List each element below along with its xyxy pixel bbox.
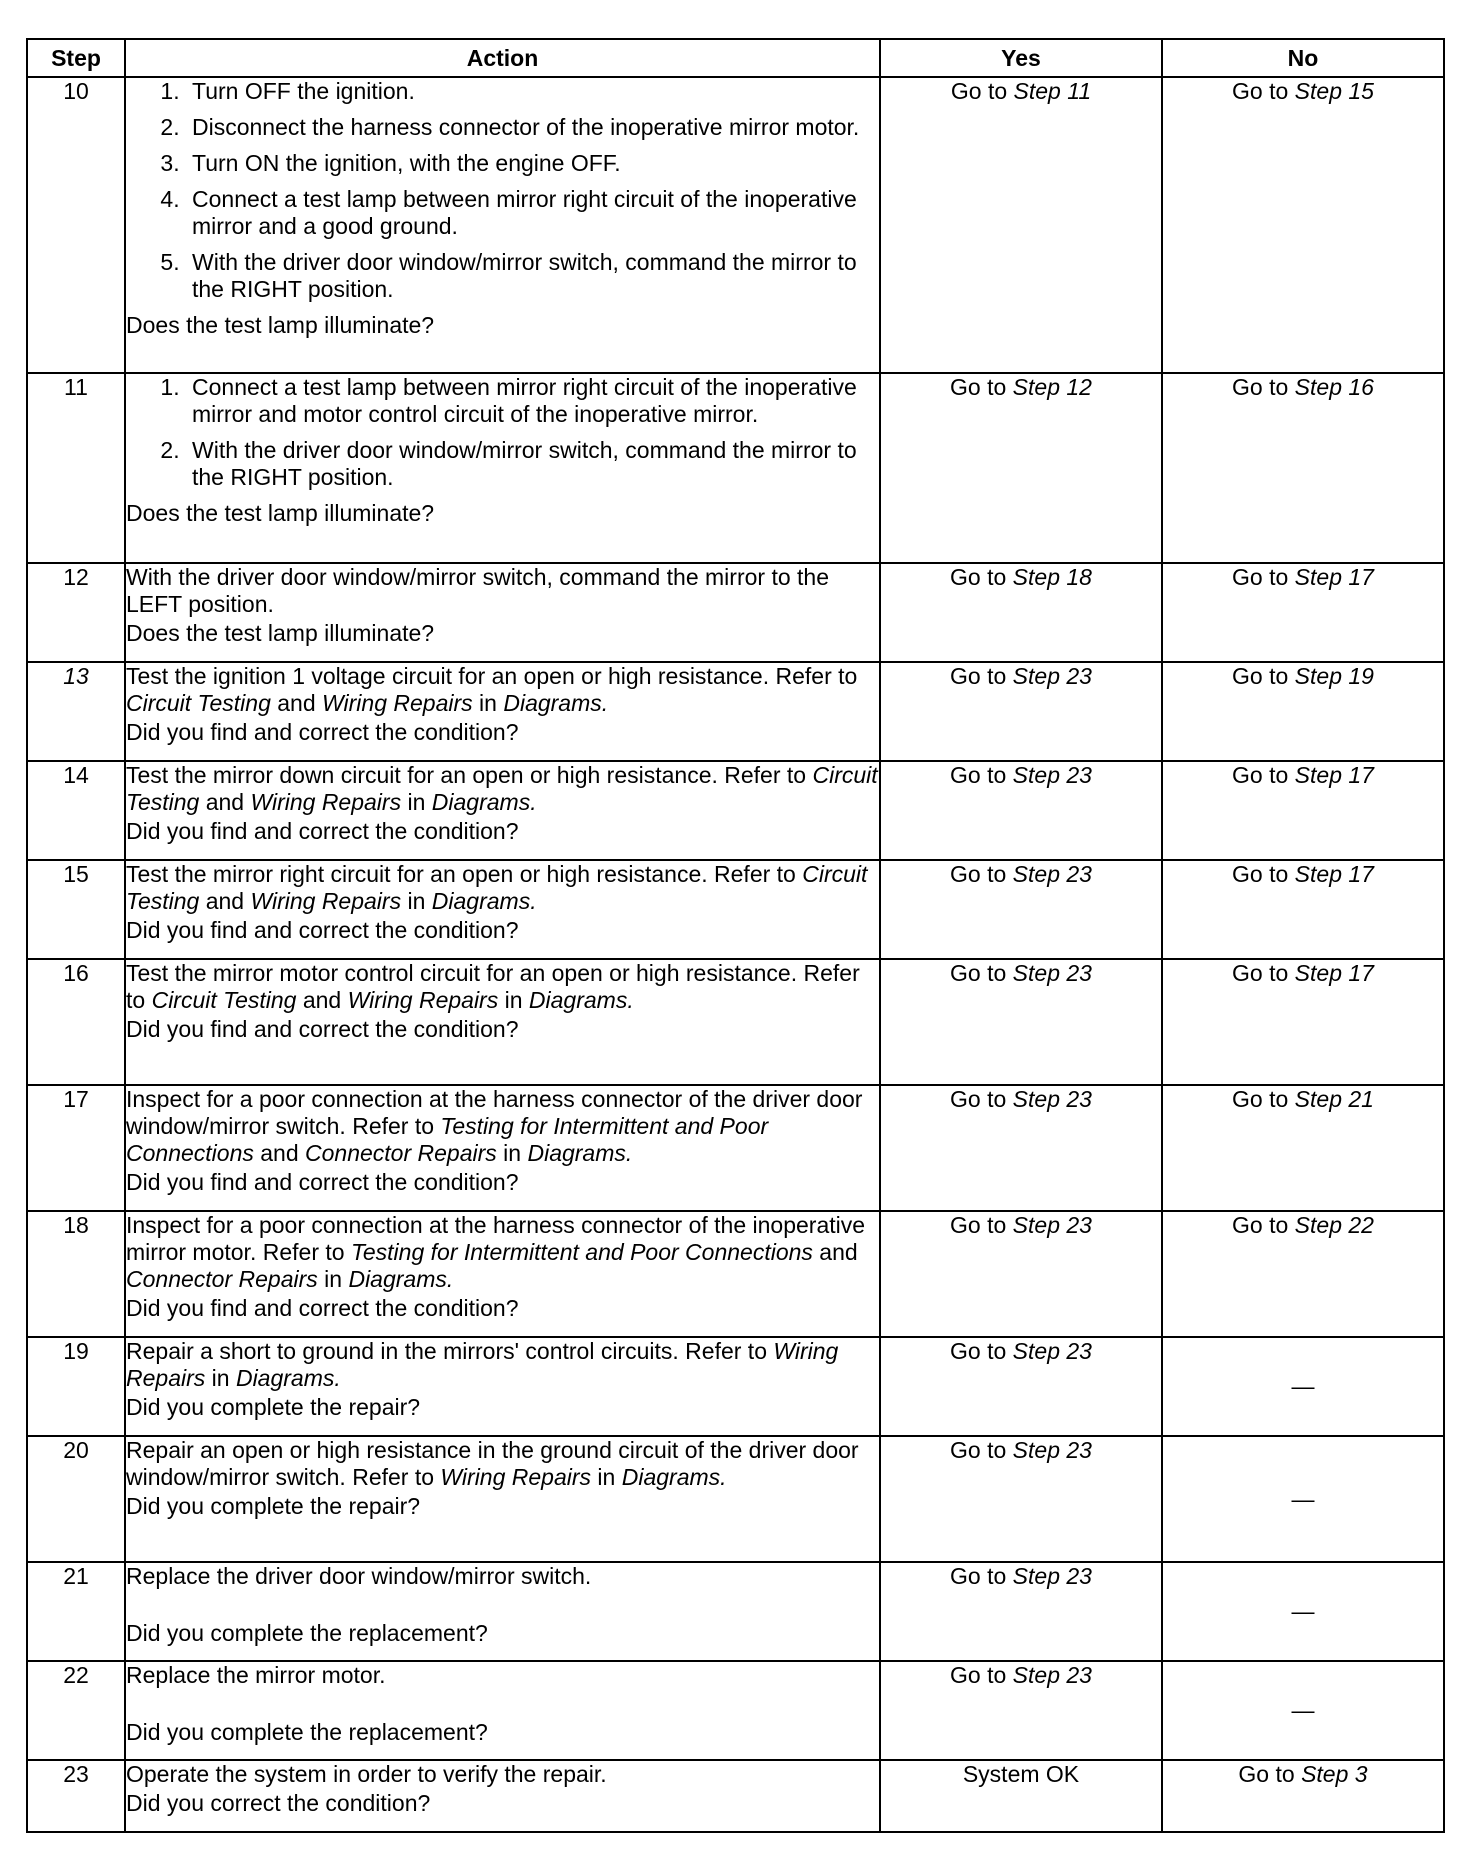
no-cell xyxy=(1162,373,1444,563)
action-text-part: Test the mirror down circuit for an open or high resistance. Refer to xyxy=(126,762,813,788)
go-to-label: Go to xyxy=(950,663,1007,689)
reference-link[interactable]: Connector Repairs xyxy=(305,1140,497,1166)
reference-link[interactable]: Diagrams. xyxy=(621,1464,727,1490)
table-row xyxy=(27,77,1444,373)
no-cell xyxy=(1162,761,1444,860)
action-text xyxy=(126,1212,879,1293)
question: Did you find and correct the condition? xyxy=(126,818,519,844)
reference-link[interactable]: Diagrams. xyxy=(431,789,537,815)
yes-cell xyxy=(880,1211,1162,1337)
conjunction: in xyxy=(591,1464,622,1490)
no-cell xyxy=(1162,1085,1444,1211)
question: Did you find and correct the condition? xyxy=(126,1295,519,1321)
header-action: Action xyxy=(125,39,880,77)
reference-link[interactable]: Diagrams. xyxy=(503,690,609,716)
action-step: 3. Turn ON the ignition, with the engine OFF. xyxy=(186,150,879,177)
action-text-part: Test the ignition 1 voltage circuit for an open or high resistance. Refer to xyxy=(126,663,858,689)
conjunction: in xyxy=(401,789,432,815)
reference-link[interactable]: Diagrams. xyxy=(431,888,537,914)
action-text-part: Test the mirror right circuit for an open or high resistance. Refer to xyxy=(126,861,803,887)
conjunction: and xyxy=(253,1140,306,1166)
action-cell xyxy=(125,1661,880,1760)
step-link[interactable]: Step 12 xyxy=(1012,374,1092,400)
no-cell: — xyxy=(1162,1661,1444,1760)
no-cell: — xyxy=(1162,1562,1444,1661)
step-link[interactable]: Step 16 xyxy=(1294,374,1374,400)
question: Did you correct the condition? xyxy=(126,1790,431,1816)
spacer xyxy=(126,1590,879,1618)
action-cell xyxy=(125,761,880,860)
action-text xyxy=(126,762,879,816)
reference-link[interactable]: Circuit Testing xyxy=(126,762,878,815)
step-link[interactable]: Step 15 xyxy=(1294,78,1374,104)
step-number: 11 xyxy=(27,373,125,563)
step-number: 13 xyxy=(27,662,125,761)
yes-cell xyxy=(880,563,1162,662)
go-to-label: Go to xyxy=(950,1338,1007,1364)
question: Did you find and correct the condition? xyxy=(126,1169,519,1195)
reference-link[interactable]: Diagrams. xyxy=(528,987,634,1013)
yes-cell xyxy=(880,662,1162,761)
reference-link[interactable]: Testing for Intermittent and Poor Connections xyxy=(126,1113,769,1166)
table-row xyxy=(27,860,1444,959)
question: Did you find and correct the condition? xyxy=(126,1016,519,1042)
step-number: 10 xyxy=(27,77,125,373)
conjunction: and xyxy=(812,1239,858,1265)
action-cell xyxy=(125,1562,880,1661)
table-row xyxy=(27,662,1444,761)
yes-cell xyxy=(880,77,1162,373)
action-text-part: Test the mirror motor control circuit for an open or high resistance. Refer to xyxy=(126,960,860,1013)
go-to-label: Go to xyxy=(1232,762,1289,788)
reference-link[interactable]: Diagrams. xyxy=(527,1140,633,1166)
action-cell xyxy=(125,1085,880,1211)
go-to-label: Go to xyxy=(1232,960,1289,986)
question: Did you complete the replacement? xyxy=(126,1719,488,1745)
question: Did you find and correct the condition? xyxy=(126,917,519,943)
go-to-label: Go to xyxy=(1238,1761,1295,1787)
reference-link[interactable]: Wiring Repairs xyxy=(440,1464,592,1490)
step-number: 15 xyxy=(27,860,125,959)
go-to-label: Go to xyxy=(950,861,1007,887)
step-link[interactable]: Step 17 xyxy=(1294,762,1374,788)
reference-link[interactable]: Diagrams. xyxy=(235,1365,341,1391)
action-step: 4. Connect a test lamp between mirror right circuit of the inoperative mirror and a good ground. xyxy=(186,186,879,240)
go-to-label: Go to xyxy=(1232,861,1289,887)
action-cell xyxy=(125,662,880,761)
action-step: 1. Connect a test lamp between mirror right circuit of the inoperative mirror and motor control circuit of the inoperative mirror. xyxy=(186,374,879,428)
reference-link[interactable]: Wiring Repairs xyxy=(347,987,499,1013)
table-row xyxy=(27,1337,1444,1436)
action-text-part: Repair an open or high resistance in the ground circuit of the driver door window/mirror switch. Refer to xyxy=(126,1437,859,1490)
step-number: 12 xyxy=(27,563,125,662)
step-link[interactable]: Step 23 xyxy=(1012,960,1092,986)
step-link[interactable]: Step 23 xyxy=(1012,1212,1092,1238)
no-cell xyxy=(1162,563,1444,662)
action-text: Replace the driver door window/mirror switch. xyxy=(126,1563,592,1589)
go-to-label: Go to xyxy=(1232,1086,1289,1112)
action-cell xyxy=(125,1211,880,1337)
step-link[interactable]: Step 23 xyxy=(1012,1338,1092,1364)
go-to-label: Go to xyxy=(1232,1212,1289,1238)
action-cell xyxy=(125,860,880,959)
yes-cell: System OK xyxy=(880,1760,1162,1832)
diagnostic-table xyxy=(26,38,1445,1833)
step-link[interactable]: Step 23 xyxy=(1012,1662,1092,1688)
no-cell: — xyxy=(1162,1337,1444,1436)
question: Did you complete the repair? xyxy=(126,1394,421,1420)
table-row xyxy=(27,1436,1444,1562)
reference-link[interactable]: Wiring Repairs xyxy=(322,690,473,716)
table-row xyxy=(27,1211,1444,1337)
conjunction: in xyxy=(498,987,529,1013)
go-to-label: Go to xyxy=(950,1086,1007,1112)
spacer xyxy=(126,1689,879,1717)
yes-cell xyxy=(880,373,1162,563)
step-link[interactable]: Step 21 xyxy=(1294,1086,1374,1112)
table-row xyxy=(27,1085,1444,1211)
action-text xyxy=(126,1086,879,1167)
header-no: No xyxy=(1162,39,1444,77)
go-to-label: Go to xyxy=(1232,663,1289,689)
action-steps xyxy=(126,78,879,303)
step-link[interactable]: Step 23 xyxy=(1012,1437,1092,1463)
question: Does the test lamp illuminate? xyxy=(126,620,435,646)
reference-link[interactable]: Connector Repairs xyxy=(126,1266,318,1292)
step-number: 22 xyxy=(27,1661,125,1760)
question: Did you complete the repair? xyxy=(126,1493,421,1519)
yes-cell xyxy=(880,1085,1162,1211)
step-number: 18 xyxy=(27,1211,125,1337)
action-cell xyxy=(125,563,880,662)
question: Does the test lamp illuminate? xyxy=(126,312,435,338)
step-number: 20 xyxy=(27,1436,125,1562)
reference-link[interactable]: Circuit Testing xyxy=(151,987,297,1013)
no-cell xyxy=(1162,77,1444,373)
action-text: Operate the system in order to verify the repair. xyxy=(126,1761,607,1787)
step-number: 16 xyxy=(27,959,125,1085)
go-to-label: Go to xyxy=(950,1563,1007,1589)
go-to-label: Go to xyxy=(1232,78,1289,104)
go-to-label: Go to xyxy=(950,1437,1007,1463)
conjunction: and xyxy=(199,789,251,815)
action-text xyxy=(126,1437,879,1491)
table-row xyxy=(27,1562,1444,1661)
step-link[interactable]: Step 23 xyxy=(1012,663,1092,689)
conjunction: and xyxy=(296,987,348,1013)
go-to-label: Go to xyxy=(950,78,1008,104)
go-to-label: Go to xyxy=(950,374,1007,400)
step-number: 21 xyxy=(27,1562,125,1661)
step-link[interactable]: Step 17 xyxy=(1294,861,1374,887)
yes-cell xyxy=(880,1436,1162,1562)
question: Did you complete the replacement? xyxy=(126,1620,488,1646)
no-cell: — xyxy=(1162,1436,1444,1562)
yes-cell xyxy=(880,959,1162,1085)
no-cell xyxy=(1162,860,1444,959)
conjunction: and xyxy=(199,888,251,914)
go-to-label: Go to xyxy=(950,1212,1007,1238)
action-text xyxy=(126,1338,879,1392)
reference-link[interactable]: Diagrams. xyxy=(348,1266,454,1292)
yes-cell xyxy=(880,1562,1162,1661)
action-text: With the driver door window/mirror switch, command the mirror to the LEFT position. xyxy=(126,564,829,617)
conjunction: in xyxy=(472,690,504,716)
step-number: 14 xyxy=(27,761,125,860)
action-cell xyxy=(125,1760,880,1832)
go-to-label: Go to xyxy=(1232,564,1289,590)
header-step: Step xyxy=(27,39,125,77)
action-cell xyxy=(125,1337,880,1436)
step-link[interactable]: Step 19 xyxy=(1294,663,1374,689)
action-text xyxy=(126,960,879,1014)
reference-link[interactable]: Wiring Repairs xyxy=(126,1338,839,1391)
step-link[interactable]: Step 23 xyxy=(1012,762,1092,788)
action-cell xyxy=(125,373,880,563)
action-text: Replace the mirror motor. xyxy=(126,1662,386,1688)
step-link[interactable]: Step 18 xyxy=(1012,564,1092,590)
table-row xyxy=(27,761,1444,860)
no-cell xyxy=(1162,1760,1444,1832)
go-to-label: Go to xyxy=(950,762,1007,788)
step-link[interactable]: Step 23 xyxy=(1012,861,1092,887)
conjunction: in xyxy=(496,1140,528,1166)
conjunction: in xyxy=(205,1365,236,1391)
action-text-part: Repair a short to ground in the mirrors' control circuits. Refer to xyxy=(126,1338,774,1364)
go-to-label: Go to xyxy=(950,1662,1007,1688)
question: Does the test lamp illuminate? xyxy=(126,500,435,526)
step-link[interactable]: Step 23 xyxy=(1012,1563,1092,1589)
action-step: 5. With the driver door window/mirror switch, command the mirror to the RIGHT position. xyxy=(186,249,879,303)
action-text-part: Inspect for a poor connection at the harness connector of the driver door window/mirror switch. Refer to xyxy=(126,1086,863,1139)
step-number: 19 xyxy=(27,1337,125,1436)
step-link[interactable]: Step 11 xyxy=(1013,78,1092,104)
go-to-label: Go to xyxy=(950,564,1007,590)
action-cell xyxy=(125,959,880,1085)
step-number: 17 xyxy=(27,1085,125,1211)
table-row xyxy=(27,563,1444,662)
reference-link[interactable]: Circuit Testing xyxy=(126,690,271,716)
action-cell xyxy=(125,77,880,373)
question: Did you find and correct the condition? xyxy=(126,719,519,745)
action-step: 2. Disconnect the harness connector of the inoperative mirror motor. xyxy=(186,114,879,141)
table-row xyxy=(27,1661,1444,1760)
step-link[interactable]: Step 23 xyxy=(1012,1086,1092,1112)
conjunction: in xyxy=(401,888,432,914)
yes-cell xyxy=(880,860,1162,959)
step-number: 23 xyxy=(27,1760,125,1832)
go-to-label: Go to xyxy=(1232,374,1289,400)
step-link[interactable]: Step 17 xyxy=(1294,564,1374,590)
no-cell xyxy=(1162,1211,1444,1337)
conjunction: in xyxy=(317,1266,349,1292)
table-row xyxy=(27,959,1444,1085)
reference-link[interactable]: Testing for Intermittent and Poor Connections xyxy=(350,1239,813,1265)
reference-link[interactable]: Circuit Testing xyxy=(126,861,868,914)
action-step: 2. With the driver door window/mirror switch, command the mirror to the RIGHT position. xyxy=(186,437,879,491)
yes-cell xyxy=(880,1337,1162,1436)
step-link[interactable]: Step 22 xyxy=(1294,1212,1374,1238)
yes-cell xyxy=(880,1661,1162,1760)
action-steps xyxy=(126,374,879,491)
step-link[interactable]: Step 3 xyxy=(1301,1761,1368,1787)
reference-link[interactable]: Wiring Repairs xyxy=(250,888,402,914)
table-row xyxy=(27,1760,1444,1832)
table-row xyxy=(27,373,1444,563)
no-cell xyxy=(1162,959,1444,1085)
header-yes: Yes xyxy=(880,39,1162,77)
step-link[interactable]: Step 17 xyxy=(1294,960,1374,986)
reference-link[interactable]: Wiring Repairs xyxy=(250,789,402,815)
go-to-label: Go to xyxy=(950,960,1007,986)
header-row xyxy=(27,39,1444,77)
conjunction: and xyxy=(270,690,323,716)
action-text-part: Inspect for a poor connection at the harness connector of the inoperative mirror motor. Refer to xyxy=(126,1212,866,1265)
action-step: 1. Turn OFF the ignition. xyxy=(186,78,879,105)
action-text xyxy=(126,861,879,915)
yes-cell xyxy=(880,761,1162,860)
no-cell xyxy=(1162,662,1444,761)
action-cell xyxy=(125,1436,880,1562)
action-text xyxy=(126,663,879,717)
